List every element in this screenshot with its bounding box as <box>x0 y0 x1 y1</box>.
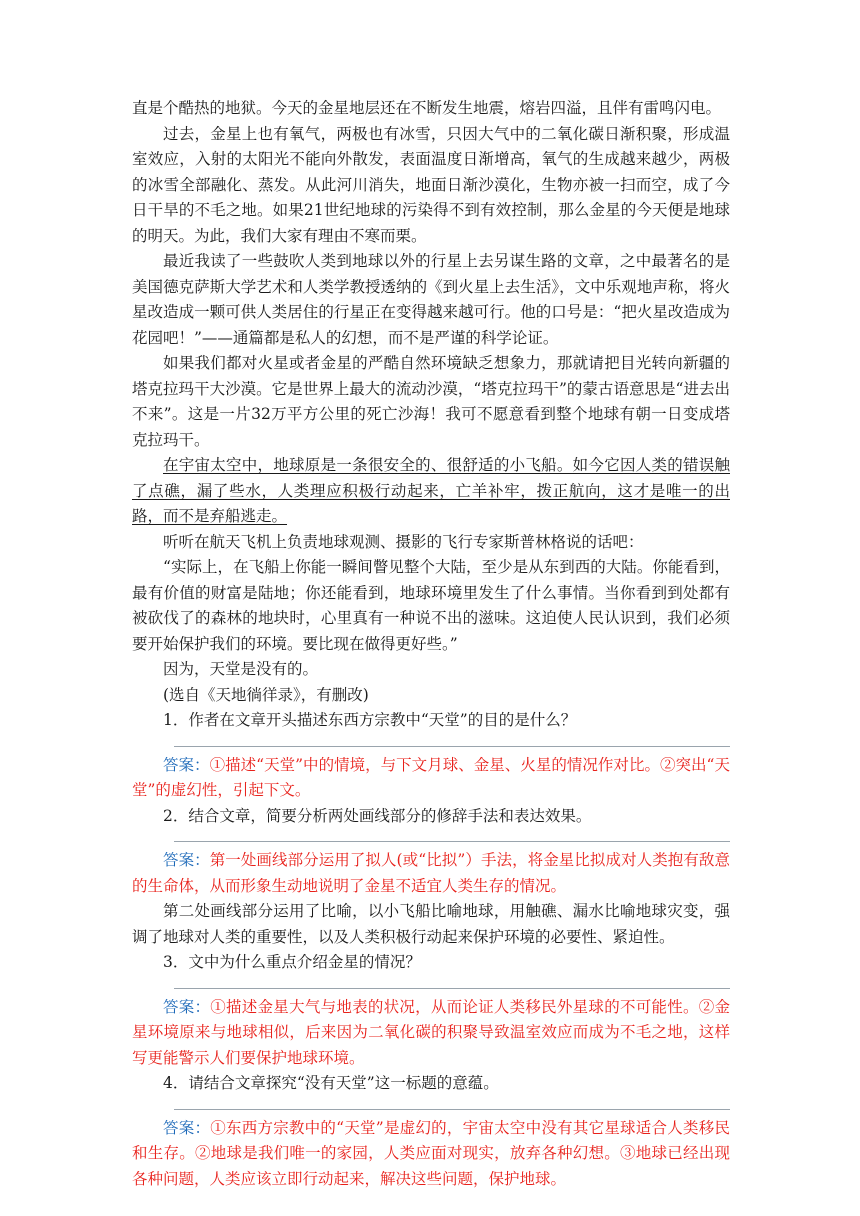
underlined-paragraph: 在宇宙太空中，地球原是一条很安全的、很舒适的小飞船。如今它因人类的错误触了点礁，漏了些水，人类理应积极行动起来，亡羊补牢，拨正航向，这才是唯一的出路，而不是弃船逃走。 <box>132 456 730 525</box>
answer-label: 答案： <box>163 1118 211 1137</box>
quote-paragraph: “实际上，在飞船上你能一瞬间瞥见整个大陆，至少是从东到西的大陆。你能看到，最有价值的财富是陆地；你还能看到，地球环境里发生了什么事情。当你看到到处都有被砍伐了的森林的地块时，心里真有一种说不出的滋味。这迫使人民认识到，我们必须要开始保护我们的环境。要比现在做得更好些。” <box>132 558 730 653</box>
answer-line <box>174 988 730 989</box>
answer-text: ①描述金星大气与地表的状况，从而论证人类移民外星球的不可能性。②金星环境原来与地球相似，后来因为二氧化碳的积聚导致温室效应而成为不毛之地，这样写更能警示人们要保护地球环境。 <box>132 997 730 1067</box>
answer-3 <box>132 995 730 1072</box>
question-1: 1．作者在文章开头描述东西方宗教中“天堂”的目的是什么？ <box>163 711 577 729</box>
document-page <box>132 96 730 1192</box>
source-note: (选自《天地徜徉录》，有删改) <box>163 685 369 704</box>
answer-label: 答案： <box>163 851 210 869</box>
paragraph: 如果我们都对火星或者金星的严酷自然环境缺乏想象力，那就请把目光转向新疆的塔克拉玛干大沙漠。它是世界上最大的流动沙漠，“塔克拉玛干”的蒙古语意思是“进去出不来”。这是一片32万平方公里的死亡沙海！我可不愿意看到整个地球有朝一日变成塔克拉玛干。 <box>132 354 730 449</box>
answer-line <box>174 841 730 842</box>
question-4: 4．请结合文章探究“没有天堂”这一标题的意蕴。 <box>163 1074 499 1092</box>
paragraph: 最近我读了一些鼓吹人类到地球以外的行星上去另谋生路的文章，之中最著名的是美国德克萨斯大学艺术和人类学教授透纳的《到火星上去生活》，文中乐观地声称，将火星改造成一颗可供人类居住的行星正在变得越来越可行。他的口号是：“把火星改造成为花园吧！”——通篇都是私人的幻想，而不是严谨的科学论证。 <box>132 252 730 347</box>
paragraph: 因为，天堂是没有的。 <box>163 660 319 678</box>
answer-line <box>174 746 730 747</box>
answer-label: 答案： <box>163 755 210 774</box>
answer-2-continued: 第二处画线部分运用了比喻，以小飞船比喻地球，用触礁、漏水比喻地球灾变，强调了地球对人类的重要性，以及人类积极行动起来保护环境的必要性、紧迫性。 <box>132 902 730 946</box>
paragraph: 直是个酷热的地狱。今天的金星地层还在不断发生地震，熔岩四溢，且伴有雷鸣闪电。 <box>132 99 722 117</box>
paragraph: 过去，金星上也有氧气，两极也有冰雪，只因大气中的二氧化碳日渐积聚，形成温室效应，入射的太阳光不能向外散发，表面温度日渐增高，氧气的生成越来越少，两极的冰雪全部融化、蒸发。从此河川消失，地面日渐沙漠化，生物亦被一扫而空，成了今日干旱的不毛之地。如果21世纪地球的污染得不到有效控制，那么金星的今天便是地球的明天。为此，我们大家有理由不寒而栗。 <box>132 124 730 245</box>
paragraph: 听听在航天飞机上负责地球观测、摄影的飞行专家斯普林格说的话吧： <box>163 532 644 551</box>
answer-2 <box>132 848 730 899</box>
question-2: 2．结合文章，简要分析两处画线部分的修辞手法和表达效果。 <box>163 806 592 825</box>
answer-1 <box>132 753 730 804</box>
answer-text: ①东西方宗教中的“天堂”是虚幻的，宇宙太空中没有其它星球适合人类移民和生存。②地球是我们唯一的家园，人类应面对现实，放弃各种幻想。③地球已经出现各种问题，人类应该立即行动起来，解决这些问题，保护地球。 <box>132 1118 730 1188</box>
answer-line <box>174 1109 730 1110</box>
answer-text: 第一处画线部分运用了拟人(或“比拟”）手法，将金星比拟成对人类抱有敌意的生命体，从而形象生动地说明了金星不适宜人类生存的情况。 <box>132 851 730 895</box>
answer-label: 答案： <box>163 997 211 1016</box>
answer-4 <box>132 1116 730 1193</box>
question-3: 3．文中为什么重点介绍金星的情况？ <box>163 953 421 971</box>
answer-text: ①描述“天堂”中的情境，与下文月球、金星、火星的情况作对比。②突出“天堂”的虚幻性，引起下文。 <box>132 755 730 799</box>
